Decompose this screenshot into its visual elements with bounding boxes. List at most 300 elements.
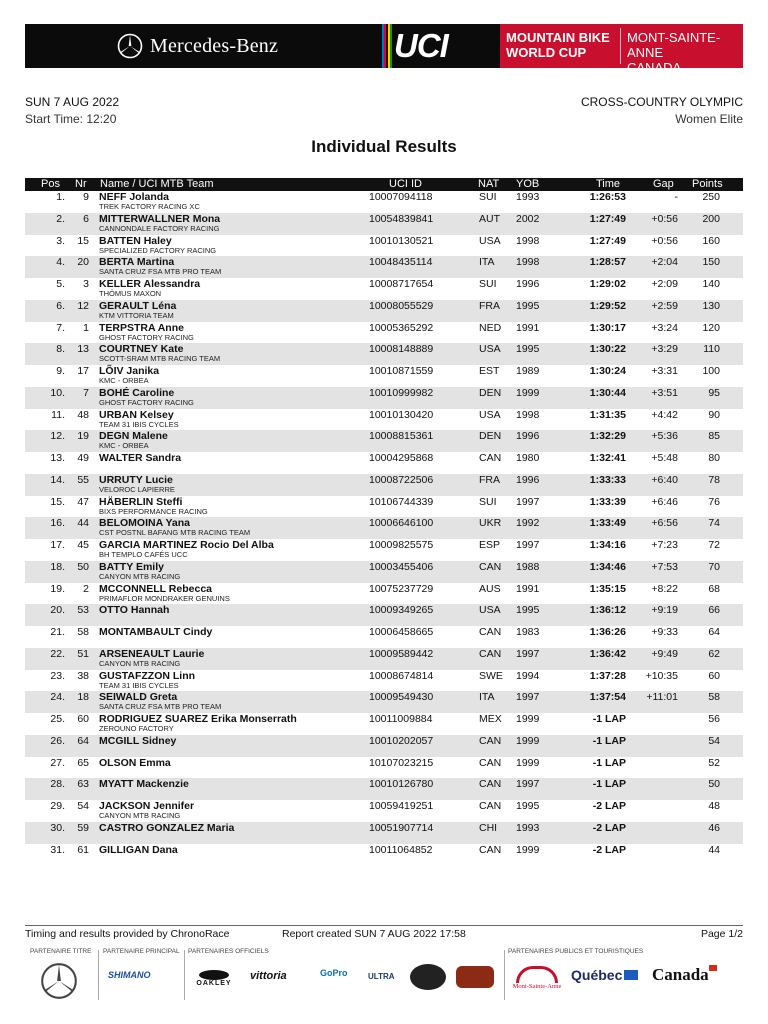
results-table-header	[25, 178, 743, 191]
table-row	[25, 648, 743, 670]
cell-name: GARCIA MARTINEZ Rocio Del Alba	[99, 539, 274, 551]
cell-team: TEAM 31 IBIS CYCLES	[99, 680, 179, 690]
cell-points: 76	[708, 495, 720, 508]
cell-name: ARSENEAULT Laurie	[99, 647, 205, 660]
cell-points: 56	[708, 713, 720, 725]
cell-points: 62	[708, 647, 720, 660]
cell-yob: 1997	[516, 539, 540, 551]
table-row	[25, 583, 743, 605]
cell-yob: 1997	[516, 647, 540, 660]
sponsor-separator	[184, 950, 185, 1000]
cell-nr: 55	[77, 473, 89, 486]
table-row	[25, 322, 743, 344]
sponsor-label-official: PARTENAIRES OFFICIELS	[188, 948, 269, 955]
cell-yob: 1995	[516, 604, 540, 617]
cell-points: 250	[702, 191, 720, 203]
table-row	[25, 191, 743, 213]
ultra-logo: ULTRA	[368, 972, 395, 981]
cell-pos: 21.	[50, 626, 65, 638]
cell-points: 150	[702, 256, 720, 269]
quebec-flag-icon	[624, 970, 638, 980]
cell-team: KMC - ORBEA	[99, 441, 149, 451]
col-yob: YOB	[516, 178, 540, 190]
col-uci-id: UCI ID	[389, 178, 422, 190]
cell-nat: USA	[479, 604, 501, 617]
cell-pos: 15.	[50, 495, 65, 508]
cell-team: TREK FACTORY RACING XC	[99, 202, 200, 211]
cell-gap: +7:53	[651, 560, 678, 573]
table-row	[25, 278, 743, 300]
cell-nat: CHI	[479, 821, 498, 834]
quebec-logo: Québec	[571, 967, 638, 983]
mercedes-logo	[117, 30, 278, 62]
cell-team: GHOST FACTORY RACING	[99, 397, 194, 407]
cell-uci-id: 10008717654	[369, 278, 434, 290]
cell-points: 70	[708, 560, 720, 573]
timing-provider: Timing and results provided by ChronoRace	[25, 928, 230, 940]
cell-gap: +0:56	[651, 234, 678, 247]
series-title: MOUNTAIN BIKE WORLD CUP	[506, 30, 610, 60]
cell-team: PRIMAFLOR MONDRAKER GENUINS	[99, 593, 230, 603]
page-number: Page 1/2	[700, 928, 743, 940]
cell-team: ZEROUNO FACTORY	[99, 724, 174, 733]
uci-logo: UCI	[394, 27, 448, 64]
cell-name: KELLER Alessandra	[99, 278, 201, 290]
cell-nat: CAN	[479, 756, 502, 769]
cell-points: 90	[708, 408, 720, 421]
cell-nat: SUI	[479, 495, 497, 508]
cell-nr: 17	[77, 365, 89, 377]
table-row	[25, 300, 743, 322]
cell-uci-id: 10009589442	[369, 647, 434, 660]
cell-yob: 1983	[516, 626, 540, 638]
cell-pos: 10.	[50, 386, 65, 399]
cell-time: -1 LAP	[592, 756, 626, 769]
cell-name: URRUTY Lucie	[99, 473, 173, 486]
cell-uci-id: 10010871559	[369, 365, 434, 377]
divider	[620, 28, 621, 64]
table-row	[25, 343, 743, 365]
cell-points: 44	[708, 843, 720, 856]
cell-pos: 7.	[56, 321, 65, 334]
cell-time: 1:37:28	[589, 669, 626, 682]
cell-nat: UKR	[479, 517, 502, 530]
cell-team: CANYON MTB RACING	[99, 811, 181, 820]
cell-pos: 12.	[50, 430, 65, 443]
cell-pos: 3.	[56, 234, 65, 247]
cell-nr: 12	[77, 299, 89, 312]
footer-rule	[25, 925, 743, 926]
oakley-logo: OAKLEY	[190, 970, 238, 987]
cell-nr: 44	[77, 517, 89, 530]
cell-team: SCOTT-SRAM MTB RACING TEAM	[99, 354, 221, 364]
cell-pos: 19.	[50, 582, 65, 595]
gopro-logo: GoPro	[320, 968, 348, 978]
cell-pos: 4.	[56, 256, 65, 269]
cell-uci-id: 10007094118	[369, 191, 433, 203]
cell-points: 100	[702, 365, 720, 377]
cell-points: 54	[708, 734, 720, 747]
cell-gap: +5:48	[651, 452, 678, 464]
cell-points: 140	[702, 278, 720, 290]
cell-nr: 59	[77, 821, 89, 834]
cell-name: COURTNEY Kate	[99, 343, 184, 356]
cell-pos: 31.	[50, 843, 65, 856]
cell-yob: 1997	[516, 495, 540, 508]
cell-team: VELOROC LAPIERRE	[99, 484, 175, 494]
table-row	[25, 626, 743, 648]
table-row	[25, 474, 743, 496]
cell-name: OTTO Hannah	[99, 604, 170, 617]
cell-pos: 22.	[50, 647, 65, 660]
page-title: Individual Results	[311, 137, 457, 156]
cell-yob: 1980	[516, 452, 540, 464]
cell-name: TERPSTRA Anne	[99, 321, 184, 334]
cell-uci-id: 10010130521	[369, 234, 434, 247]
cell-pos: 25.	[50, 713, 65, 725]
cell-time: 1:36:26	[589, 626, 626, 638]
cell-name: BATTY Emily	[99, 560, 164, 573]
cell-gap: +3:29	[651, 343, 678, 356]
cell-name: BELOMOINA Yana	[99, 517, 191, 530]
cell-nr: 65	[77, 756, 89, 769]
cell-nr: 20	[77, 256, 89, 269]
cell-nr: 64	[77, 734, 89, 747]
cell-pos: 1.	[56, 191, 65, 203]
cell-nat: SUI	[479, 278, 497, 290]
cell-time: 1:30:44	[589, 386, 626, 399]
cell-team: CANNONDALE FACTORY RACING	[99, 223, 220, 233]
cell-team: BIXS PERFORMANCE RACING	[99, 506, 208, 516]
cell-nr: 61	[77, 843, 89, 856]
cell-nat: EST	[479, 365, 500, 377]
cell-name: MONTAMBAULT Cindy	[99, 626, 213, 638]
cell-nr: 18	[77, 691, 89, 704]
cell-pos: 14.	[50, 473, 65, 486]
cell-points: 78	[708, 473, 720, 486]
cell-time: 1:35:15	[589, 582, 626, 595]
cell-uci-id: 10008148889	[369, 343, 434, 356]
mont-sainte-anne-logo: Mont-Sainte-Anne	[508, 966, 566, 990]
cell-name: NEFF Jolanda	[99, 191, 170, 203]
cell-gap: +3:24	[651, 321, 678, 334]
results-table-body	[25, 191, 743, 865]
cell-time: 1:33:49	[589, 517, 626, 530]
cell-name: CASTRO GONZALEZ Maria	[99, 821, 235, 834]
cell-yob: 1998	[516, 234, 540, 247]
cell-uci-id: 10008055529	[369, 299, 434, 312]
cell-uci-id: 10009825575	[369, 539, 434, 551]
cell-gap: +9:19	[651, 604, 678, 617]
cell-time: -2 LAP	[592, 800, 626, 812]
table-row	[25, 561, 743, 583]
cell-time: 1:29:02	[589, 278, 626, 290]
cell-yob: 1996	[516, 430, 540, 443]
cell-points: 80	[708, 452, 720, 464]
cell-nr: 53	[77, 604, 89, 617]
cell-nr: 63	[77, 778, 89, 791]
cell-pos: 17.	[50, 539, 65, 551]
cell-name: GILLIGAN Dana	[99, 843, 178, 856]
cell-gap: +11:01	[646, 691, 678, 704]
cell-nat: ITA	[479, 691, 495, 704]
cell-yob: 1995	[516, 343, 540, 356]
cell-uci-id: 10010130420	[369, 408, 434, 421]
col-time: Time	[596, 178, 621, 190]
cell-uci-id: 10004295868	[369, 452, 434, 464]
cell-time: 1:32:29	[589, 430, 626, 443]
table-row	[25, 822, 743, 844]
table-row	[25, 800, 743, 822]
cell-gap: +2:59	[651, 299, 678, 312]
cell-name: URBAN Kelsey	[99, 408, 174, 421]
cell-time: 1:34:16	[589, 539, 626, 551]
cell-team: KMC - ORBEA	[99, 376, 149, 385]
cell-pos: 6.	[56, 299, 65, 312]
report-created: Report created SUN 7 AUG 2022 17:58	[282, 928, 466, 940]
cell-nr: 50	[77, 560, 89, 573]
cell-gap: -	[674, 191, 678, 203]
table-row	[25, 670, 743, 692]
cell-gap: +3:51	[651, 386, 678, 399]
table-row	[25, 452, 743, 474]
cell-time: 1:30:17	[589, 321, 626, 334]
harveys-logo	[456, 966, 494, 988]
cell-gap: +7:23	[651, 539, 678, 551]
cell-gap: +4:42	[651, 408, 678, 421]
cell-points: 85	[708, 430, 720, 443]
cell-time: 1:34:46	[589, 560, 626, 573]
cell-yob: 1996	[516, 473, 540, 486]
cell-nat: SUI	[479, 191, 497, 203]
uci-rainbow-stripes	[382, 24, 392, 68]
cell-team: CANYON MTB RACING	[99, 658, 181, 668]
cell-time: -1 LAP	[592, 778, 626, 791]
cell-pos: 27.	[50, 756, 65, 769]
cell-points: 74	[708, 517, 720, 530]
cell-gap: +6:56	[651, 517, 678, 530]
table-row	[25, 757, 743, 779]
table-row	[25, 844, 743, 866]
cell-nat: USA	[479, 343, 501, 356]
col-nat: NAT	[478, 178, 500, 190]
cell-points: 50	[708, 778, 720, 791]
cell-uci-id: 10051907714	[369, 821, 434, 834]
cell-points: 95	[708, 386, 720, 399]
cell-uci-id: 10006458665	[369, 626, 434, 638]
cell-name: SEIWALD Greta	[99, 691, 178, 704]
cell-name: GUSTAFZZON Linn	[99, 669, 196, 682]
cell-nr: 19	[77, 430, 89, 443]
cell-team: KTM VITTORIA TEAM	[99, 310, 174, 320]
cell-gap: +9:33	[651, 626, 678, 638]
cell-uci-id: 10005365292	[369, 321, 434, 334]
cell-nr: 6	[83, 212, 89, 225]
sponsor-label-public: PARTENAIRES PUBLICS ET TOURISTIQUES	[508, 948, 644, 955]
cell-nat: NED	[479, 321, 502, 334]
cell-nr: 7	[83, 386, 89, 399]
cell-uci-id: 10054839841	[369, 212, 434, 225]
cell-yob: 1999	[516, 734, 540, 747]
cell-time: 1:36:42	[589, 647, 626, 660]
cell-yob: 1999	[516, 713, 540, 725]
cell-team: TEAM 31 IBIS CYCLES	[99, 419, 179, 429]
cell-uci-id: 10010202057	[369, 734, 434, 747]
sponsor-separator	[98, 950, 99, 1000]
cell-nr: 3	[83, 278, 89, 290]
cell-yob: 1997	[516, 691, 540, 704]
cell-yob: 1993	[516, 191, 540, 203]
table-row	[25, 713, 743, 735]
cell-points: 64	[708, 626, 720, 638]
cell-points: 60	[708, 669, 720, 682]
cell-time: 1:27:49	[589, 234, 626, 247]
cell-nat: CAN	[479, 560, 502, 573]
cell-name: MCCONNELL Rebecca	[99, 582, 212, 595]
cell-yob: 1992	[516, 517, 540, 530]
sponsor-separator	[504, 950, 505, 1000]
cell-pos: 24.	[50, 691, 65, 704]
canada-flag-icon	[709, 965, 717, 971]
cell-nat: DEN	[479, 386, 502, 399]
cell-yob: 1995	[516, 299, 540, 312]
cell-uci-id: 10011009884	[369, 713, 433, 725]
cell-yob: 1999	[516, 843, 540, 856]
cell-pos: 29.	[50, 800, 65, 812]
cell-time: 1:32:41	[589, 452, 626, 464]
race-category: Women Elite	[675, 112, 743, 126]
cell-uci-id: 10003455406	[369, 560, 434, 573]
race-name: CROSS-COUNTRY OLYMPIC	[580, 95, 743, 109]
cell-gap: +8:22	[651, 582, 678, 595]
cell-name: BOHÉ Caroline	[99, 386, 175, 399]
cell-time: 1:29:52	[589, 299, 626, 312]
cell-name: DEGN Malene	[99, 430, 168, 443]
cell-yob: 2002	[516, 212, 540, 225]
cell-nat: AUT	[479, 212, 500, 225]
cell-team: CANYON MTB RACING	[99, 571, 181, 581]
cell-nr: 60	[77, 713, 89, 725]
cell-nat: FRA	[479, 299, 500, 312]
cell-nr: 2	[83, 582, 89, 595]
cell-pos: 20.	[50, 604, 65, 617]
cell-time: 1:33:39	[589, 495, 626, 508]
cell-yob: 1999	[516, 756, 540, 769]
cell-points: 120	[702, 321, 720, 334]
cell-yob: 1999	[516, 386, 540, 399]
cell-time: -2 LAP	[592, 821, 626, 834]
cell-name: MCGILL Sidney	[99, 734, 177, 747]
sponsor-label-title: PARTENAIRE TITRE	[30, 948, 92, 955]
cell-gap: +2:09	[651, 278, 678, 290]
cell-nat: AUS	[479, 582, 501, 595]
table-row	[25, 387, 743, 409]
col-gap: Gap	[653, 178, 674, 190]
cell-name: GERAULT Léna	[99, 299, 177, 312]
cell-points: 200	[702, 212, 720, 225]
shimano-logo: SHIMANO	[108, 970, 151, 980]
cell-pos: 23.	[50, 669, 65, 682]
cell-uci-id: 10006646100	[369, 517, 434, 530]
cell-pos: 30.	[50, 821, 65, 834]
cell-pos: 13.	[50, 452, 65, 464]
cell-time: -1 LAP	[592, 713, 626, 725]
cell-yob: 1991	[516, 582, 540, 595]
cell-pos: 11.	[51, 408, 65, 421]
cell-nr: 47	[77, 495, 89, 508]
cell-time: 1:28:57	[589, 256, 626, 269]
cell-time: 1:33:33	[589, 473, 626, 486]
race-date: SUN 7 AUG 2022	[25, 95, 120, 109]
cell-yob: 1989	[516, 365, 540, 377]
cell-time: 1:31:35	[589, 408, 626, 421]
cell-gap: +6:40	[651, 473, 678, 486]
cell-uci-id: 10008674814	[369, 669, 434, 682]
cell-yob: 1991	[516, 321, 540, 334]
table-row	[25, 539, 743, 561]
table-row	[25, 365, 743, 387]
cell-nat: CAN	[479, 800, 502, 812]
cell-yob: 1995	[516, 800, 540, 812]
cell-uci-id: 10008722506	[369, 473, 434, 486]
cell-name: OLSON Emma	[99, 756, 171, 769]
cell-points: 68	[708, 582, 720, 595]
header-banner	[25, 24, 743, 75]
table-row	[25, 430, 743, 452]
cell-nat: DEN	[479, 430, 502, 443]
series-box	[500, 24, 743, 75]
table-row	[25, 213, 743, 235]
start-time: Start Time: 12:20	[25, 112, 117, 126]
table-row	[25, 778, 743, 800]
table-row	[25, 235, 743, 257]
cell-yob: 1996	[516, 278, 540, 290]
cell-nat: CAN	[479, 843, 502, 856]
cell-nr: 49	[77, 452, 89, 464]
cell-time: -2 LAP	[592, 843, 626, 856]
cell-time: 1:26:53	[589, 191, 626, 203]
cell-nat: CAN	[479, 734, 502, 747]
cell-team: SANTA CRUZ FSA MTB PRO TEAM	[99, 267, 222, 277]
cell-nr: 38	[77, 669, 89, 682]
cell-nat: CAN	[479, 452, 502, 464]
cell-team: GHOST FACTORY RACING	[99, 332, 194, 342]
cell-nr: 54	[77, 800, 89, 812]
canada-logo: Canada	[652, 965, 717, 985]
cell-gap: +5:36	[651, 430, 678, 443]
cell-name: JACKSON Jennifer	[99, 800, 195, 812]
mercedes-star-icon	[40, 962, 78, 1000]
cell-uci-id: 10009349265	[369, 604, 434, 617]
cell-nr: 9	[83, 191, 89, 203]
table-row	[25, 604, 743, 626]
col-pos: Pos	[41, 178, 60, 190]
cell-pos: 8.	[56, 343, 65, 356]
cell-gap: +3:31	[651, 365, 678, 377]
cell-gap: +0:56	[651, 212, 678, 225]
cell-nat: CAN	[479, 647, 502, 660]
cell-nat: CAN	[479, 778, 502, 791]
cell-nat: FRA	[479, 473, 500, 486]
cell-nr: 1	[83, 321, 89, 334]
cell-pos: 16.	[50, 517, 65, 530]
cell-time: -1 LAP	[592, 734, 626, 747]
cell-uci-id: 10059419251	[369, 800, 434, 812]
cell-nat: MEX	[479, 713, 502, 725]
cell-nat: CAN	[479, 626, 502, 638]
cell-team: CST POSTNL BAFANG MTB RACING TEAM	[99, 528, 251, 538]
cell-pos: 18.	[50, 560, 65, 573]
